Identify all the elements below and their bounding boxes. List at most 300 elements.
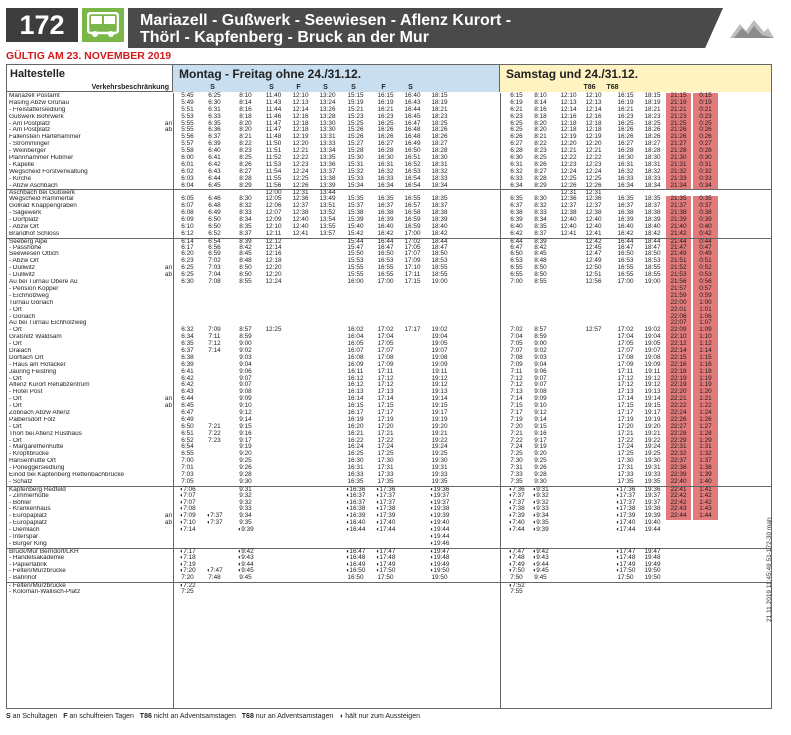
saturday-time: 19:50 <box>644 574 661 582</box>
weekday-time: 7:00 <box>181 457 194 465</box>
weekday-time: 17:05 <box>404 243 421 251</box>
saturday-time: 9:12 <box>534 408 547 416</box>
late-night-time: 22:10 <box>666 334 691 341</box>
weekday-time: 13:28 <box>319 112 336 120</box>
header <box>0 4 791 46</box>
stop-name: - Passhöhe <box>9 244 42 251</box>
late-night-time: 21:35 <box>666 196 691 203</box>
saturday-time: 17:20 <box>617 422 634 430</box>
saturday-time: 16:50 <box>617 250 634 258</box>
late-night-time: 21:26 <box>666 127 691 134</box>
weekday-time: 18:27 <box>431 140 448 148</box>
saturday-time: 9:25 <box>534 457 547 465</box>
weekday-time: 13:33 <box>319 140 336 148</box>
saturday-time: 16:53 <box>617 257 634 265</box>
saturday-time: 7:08 <box>510 353 523 361</box>
weekday-time: 6:46 <box>208 195 221 203</box>
late-night-time: 22:27 <box>666 424 691 431</box>
weekday-time: 7:11 <box>208 333 221 341</box>
weekday-time: 17:07 <box>377 346 394 354</box>
late-night-time: 21:23 <box>666 114 691 121</box>
weekday-time: ◖7:06 <box>179 485 196 493</box>
weekday-time: 12:05 <box>265 195 282 203</box>
saturday-time: 6:32 <box>510 167 523 175</box>
weekday-time: ◖19:38 <box>429 505 450 513</box>
saturday-time: 12:26 <box>585 181 602 189</box>
weekday-time: ◖17:50 <box>375 567 396 575</box>
weekday-time: 16:12 <box>347 381 364 389</box>
weekday-time: 15:55 <box>347 271 364 279</box>
saturday-time: ◖7:52 <box>508 582 525 590</box>
late-night-time: 0:30 <box>693 155 718 162</box>
weekday-time: 7:01 <box>181 464 194 472</box>
weekday-time: 6:54 <box>181 443 194 451</box>
weekday-time: 11:50 <box>265 140 282 148</box>
saturday-time: 6:38 <box>510 209 523 217</box>
weekday-time: 6:45 <box>181 402 194 410</box>
late-night-time: 1:19 <box>693 382 718 389</box>
weekday-time: 15:30 <box>347 154 364 162</box>
weekday-time: 6:39 <box>208 140 221 148</box>
saturday-time: 19:25 <box>644 450 661 458</box>
weekday-time: 16:49 <box>404 140 421 148</box>
saturday-time: 6:34 <box>510 181 523 189</box>
weekday-time: 16:44 <box>377 237 394 245</box>
weekday-time: 6:44 <box>208 174 221 182</box>
weekday-time: 16:53 <box>377 257 394 265</box>
stop-name: Palbersdorf Fölz <box>9 416 56 423</box>
saturday-time: ◖7:49 <box>508 560 525 568</box>
stop-name: - Dullwitz <box>9 265 35 272</box>
weekday-time: 16:55 <box>377 271 394 279</box>
saturday-time: ◖17:39 <box>615 512 636 520</box>
legend-s-key: S <box>6 713 11 720</box>
late-night-time: 1:42 <box>693 500 718 507</box>
weekday-time: 16:48 <box>404 133 421 141</box>
saturday-time: ◖7:47 <box>508 547 525 555</box>
table-row <box>7 183 772 190</box>
weekday-time: 18:44 <box>431 237 448 245</box>
saturday-time: 12:14 <box>585 105 602 113</box>
weekday-time: 15:37 <box>347 202 364 210</box>
weekday-time: 8:14 <box>239 98 252 106</box>
table-header <box>7 65 772 83</box>
weekday-time: 6:35 <box>208 119 221 127</box>
late-night-time: 22:42 <box>666 500 691 507</box>
weekday-time: 13:36 <box>319 160 336 168</box>
weekday-time: 17:33 <box>377 470 394 478</box>
saturday-time: 18:34 <box>644 181 661 189</box>
weekday-time: 17:20 <box>377 422 394 430</box>
late-night-time: 21:38 <box>666 210 691 217</box>
weekday-time: 13:55 <box>319 222 336 230</box>
late-night-time: 0:32 <box>693 169 718 176</box>
weekday-time: ◖9:44 <box>237 560 254 568</box>
saturday-time: 12:31 <box>560 189 577 197</box>
weekday-time: 18:28 <box>431 147 448 155</box>
weekday-time: 8:20 <box>239 119 252 127</box>
late-night-time: 1:10 <box>693 334 718 341</box>
saturday-time: 6:53 <box>510 257 523 265</box>
weekday-time: 7:20 <box>181 574 194 582</box>
weekday-time: 8:42 <box>239 243 252 251</box>
weekday-time: 18:50 <box>431 250 448 258</box>
saturday-time: 18:31 <box>644 160 661 168</box>
table-row <box>7 300 772 307</box>
saturday-time: 7:04 <box>510 333 523 341</box>
weekday-time: 6:52 <box>181 436 194 444</box>
stop-name: - Ort <box>9 341 22 348</box>
weekday-time: 16:04 <box>347 333 364 341</box>
saturday-time: 19:11 <box>644 367 661 375</box>
late-night-time: 22:21 <box>666 396 691 403</box>
saturday-header: Samstag und 24./31.12. <box>500 65 772 83</box>
saturday-time: 18:32 <box>644 167 661 175</box>
saturday-time: 12:23 <box>585 160 602 168</box>
late-night-time: 1:42 <box>693 493 718 500</box>
weekday-time: 16:27 <box>377 140 394 148</box>
weekday-time: 12:40 <box>292 216 309 224</box>
saturday-time: 12:22 <box>560 154 577 162</box>
saturday-time: 12:37 <box>560 202 577 210</box>
saturday-time: 19:38 <box>644 505 661 513</box>
legend-t68-text: nur an Adventsamstagen <box>255 713 334 720</box>
weekday-time: 17:50 <box>377 574 394 582</box>
saturday-time: 12:31 <box>585 189 602 197</box>
saturday-time: 7:30 <box>510 457 523 465</box>
saturday-time: 12:36 <box>585 195 602 203</box>
saturday-time: 17:19 <box>617 415 634 423</box>
weekday-time: ◖17:39 <box>375 512 396 520</box>
weekday-time: 15:39 <box>347 216 364 224</box>
weekday-time: 12:20 <box>292 140 309 148</box>
weekday-time: 12:24 <box>292 167 309 175</box>
saturday-time: 18:26 <box>644 133 661 141</box>
weekday-time: 12:31 <box>292 189 309 197</box>
weekday-time: 18:39 <box>431 216 448 224</box>
weekday-time: 12:38 <box>292 209 309 217</box>
weekday-time: 6:56 <box>208 243 221 251</box>
saturday-time: 19:05 <box>644 340 661 348</box>
weekday-time: 11:55 <box>265 174 282 182</box>
weekday-time: 6:30 <box>181 278 194 286</box>
weekday-time: 16:51 <box>404 154 421 162</box>
saturday-time: 17:12 <box>617 374 634 382</box>
late-night-time: 0:56 <box>693 279 718 286</box>
weekday-time: 17:07 <box>404 250 421 258</box>
weekday-time: 18:53 <box>431 257 448 265</box>
saturday-time: 12:13 <box>560 98 577 106</box>
weekday-time: 12:41 <box>292 229 309 237</box>
weekday-time: 15:50 <box>347 250 364 258</box>
weekday-time: 16:12 <box>347 374 364 382</box>
late-night-time: 22:07 <box>666 320 691 327</box>
table-row <box>7 279 772 286</box>
weekday-time: 11:53 <box>265 160 282 168</box>
saturday-time: 7:00 <box>510 278 523 286</box>
saturday-time: 8:18 <box>534 112 547 120</box>
saturday-time: 9:19 <box>534 443 547 451</box>
validity-notice: GÜLTIG AM 23. NOVEMBER 2019 <box>6 50 172 62</box>
weekday-time: 16:54 <box>404 174 421 182</box>
weekday-time: 16:53 <box>404 167 421 175</box>
weekday-time: 16:44 <box>404 105 421 113</box>
saturday-time: 6:50 <box>510 250 523 258</box>
stop-name: - Am Postplatz <box>9 120 51 127</box>
weekday-time: 18:23 <box>431 112 448 120</box>
saturday-time: 7:19 <box>510 415 523 423</box>
weekday-time: ◖7:08 <box>179 505 196 513</box>
weekday-time: 15:40 <box>347 222 364 230</box>
late-night-time: 0:34 <box>693 183 718 190</box>
late-night-time: 1:43 <box>693 506 718 513</box>
stop-name: Au bei Turnau Obere Au <box>9 279 78 286</box>
late-night-time: 1:28 <box>693 431 718 438</box>
late-night-time: 1:26 <box>693 417 718 424</box>
weekday-time: 19:00 <box>431 278 448 286</box>
stop-name: - Felten/Mürzbrücke <box>9 583 66 590</box>
weekday-time: 11:47 <box>265 126 282 134</box>
weekday-time: 16:26 <box>377 126 394 134</box>
saturday-time: 18:53 <box>644 257 661 265</box>
late-night-time: 21:32 <box>666 169 691 176</box>
saturday-time: 12:18 <box>560 126 577 134</box>
stop-name: Dörflach Ort <box>9 354 44 361</box>
weekday-time: 7:48 <box>208 574 221 582</box>
weekday-time: ◖19:40 <box>429 519 450 527</box>
weekday-time: 19:33 <box>431 470 448 478</box>
weekday-time: 8:48 <box>239 257 252 265</box>
saturday-time: 19:44 <box>644 526 661 534</box>
saturday-time: 19:09 <box>644 360 661 368</box>
weekday-time: 12:20 <box>265 264 282 272</box>
saturday-time: 12:24 <box>560 167 577 175</box>
saturday-time: 18:35 <box>644 195 661 203</box>
saturday-time: 16:26 <box>617 133 634 141</box>
stop-name: Turnau Göriach <box>9 299 54 306</box>
saturday-time: 19:12 <box>644 374 661 382</box>
saturday-time: 19:02 <box>644 326 661 334</box>
weekday-time: 17:02 <box>377 326 394 334</box>
late-night-time: 21:31 <box>666 162 691 169</box>
saturday-time: ◖17:44 <box>615 526 636 534</box>
saturday-time: 19:04 <box>644 333 661 341</box>
weekday-time: ◖7:22 <box>179 582 196 590</box>
weekday-time: 18:38 <box>431 209 448 217</box>
saturday-time: 12:26 <box>560 181 577 189</box>
weekday-restrictions <box>173 83 500 92</box>
saturday-time: 12:40 <box>585 222 602 230</box>
weekday-time: 5:55 <box>181 119 194 127</box>
weekday-time: 16:38 <box>377 209 394 217</box>
weekday-time: 11:43 <box>265 98 282 106</box>
weekday-time: 6:36 <box>208 126 221 134</box>
saturday-time: 18:21 <box>644 105 661 113</box>
saturday-time: 19:14 <box>644 395 661 403</box>
stop-name: - Zimmerhütte <box>9 492 49 499</box>
saturday-time: 6:55 <box>510 264 523 272</box>
weekday-time: 6:09 <box>181 216 194 224</box>
weekday-time: 16:21 <box>377 105 394 113</box>
saturday-time: 18:42 <box>644 229 661 237</box>
late-night-time: 22:22 <box>666 403 691 410</box>
weekday-time: 17:04 <box>377 333 394 341</box>
weekday-time: 8:32 <box>239 202 252 210</box>
saturday-time: 9:14 <box>534 415 547 423</box>
stop-name: - Ort <box>9 437 22 444</box>
saturday-time: 8:59 <box>534 333 547 341</box>
saturday-time: 18:15 <box>644 92 661 99</box>
weekday-time: 7:08 <box>208 278 221 286</box>
weekday-time: ◖19:47 <box>429 547 450 555</box>
weekday-time: 19:20 <box>431 422 448 430</box>
saturday-time: 9:17 <box>534 436 547 444</box>
saturday-time: 9:20 <box>534 450 547 458</box>
stop-name: - Europaplatz <box>9 513 48 520</box>
stop-name: - Kirche <box>9 175 32 182</box>
weekday-time: ◖19:44 <box>429 533 450 540</box>
saturday-time: 8:14 <box>534 98 547 106</box>
saturday-time: ◖9:45 <box>532 567 549 575</box>
weekday-time: ◖17:36 <box>375 485 396 493</box>
stop-name: Plannhammer Hubmer <box>9 155 74 162</box>
late-night-time: 21:39 <box>666 217 691 224</box>
weekday-time: ◖17:47 <box>375 547 396 555</box>
weekday-time: 6:49 <box>208 209 221 217</box>
arrival-departure-marker: an <box>164 512 172 520</box>
weekday-time: 17:21 <box>377 429 394 437</box>
stop-name: - Burger King <box>9 540 47 547</box>
weekday-time: 16:05 <box>347 340 364 348</box>
weekday-time: 19:24 <box>431 443 448 451</box>
weekday-time: 8:20 <box>239 126 252 134</box>
stop-name: Au bei Turnau Eichholzweg <box>9 320 87 327</box>
late-night-time: 1:39 <box>693 472 718 479</box>
saturday-time: 6:44 <box>510 237 523 245</box>
saturday-time: 12:25 <box>585 174 602 182</box>
weekday-time: 18:31 <box>431 160 448 168</box>
arrival-departure-marker: an <box>164 119 172 127</box>
saturday-time: 9:00 <box>534 340 547 348</box>
weekday-time: 6:39 <box>181 360 194 368</box>
saturday-time: 19:13 <box>644 388 661 396</box>
weekday-time: 16:31 <box>347 464 364 472</box>
late-night-time: 22:15 <box>666 355 691 362</box>
weekday-restriction-cell: S <box>269 84 274 91</box>
weekday-time: 6:42 <box>208 160 221 168</box>
stop-name: Aflenz Kurort Rehabzentrum <box>9 382 90 389</box>
stop-name: Einöd bei Kapfenberg Rettenbachbrücke <box>9 471 125 478</box>
weekday-time: 12:07 <box>265 209 282 217</box>
saturday-time: 19:37 <box>644 491 661 499</box>
weekday-time: 6:50 <box>208 216 221 224</box>
saturday-time: 9:04 <box>534 360 547 368</box>
stop-name: Bruck/Mur Berndorf/LKH <box>9 548 79 555</box>
saturday-time: 6:15 <box>510 92 523 99</box>
weekday-time: 9:33 <box>239 505 252 513</box>
table-row <box>7 582 772 589</box>
saturday-time: 19:19 <box>644 415 661 423</box>
table-row <box>7 527 772 534</box>
late-night-time: 0:31 <box>693 162 718 169</box>
arrival-departure-marker: ab <box>164 271 172 279</box>
weekday-time: 16:00 <box>347 278 364 286</box>
weekday-time: 6:50 <box>181 422 194 430</box>
weekday-time: 12:11 <box>265 229 282 237</box>
weekday-time: 11:47 <box>265 119 282 127</box>
saturday-time: 8:25 <box>534 154 547 162</box>
stop-name: - Abzw Aschbach <box>9 182 58 189</box>
weekday-time: 8:21 <box>239 133 252 141</box>
weekday-time: 16:25 <box>377 119 394 127</box>
weekday-time: 12:10 <box>265 222 282 230</box>
saturday-time: 17:50 <box>617 574 634 582</box>
legend-t86-text: nicht an Adventsamstagen <box>153 713 236 720</box>
saturday-time: 18:28 <box>644 147 661 155</box>
weekday-time: 8:37 <box>239 229 252 237</box>
saturday-time: 12:18 <box>560 119 577 127</box>
weekday-time: 17:19 <box>377 415 394 423</box>
saturday-time: 16:21 <box>617 105 634 113</box>
weekday-time: 19:19 <box>431 415 448 423</box>
saturday-time: 12:49 <box>585 257 602 265</box>
weekday-time: 15:21 <box>347 105 364 113</box>
saturday-time: 16:15 <box>617 92 634 99</box>
saturday-time: 18:38 <box>644 209 661 217</box>
weekday-time: 9:10 <box>239 402 252 410</box>
stop-name: - Dorfplatz <box>9 217 39 224</box>
weekday-time: 19:13 <box>431 388 448 396</box>
late-night-time: 22:16 <box>666 362 691 369</box>
late-night-time: 22:19 <box>666 382 691 389</box>
table-row <box>7 314 772 321</box>
saturday-time: 8:45 <box>534 250 547 258</box>
late-night-time: 21:57 <box>666 286 691 293</box>
stop-name: Graßnitz Waldsam <box>9 334 62 341</box>
weekday-time: 17:00 <box>377 278 394 286</box>
saturday-time: 12:38 <box>585 209 602 217</box>
stop-name: - Kröpflbrücke <box>9 451 49 458</box>
stop-name: Gollrad Knappengraben <box>9 203 77 210</box>
late-night-time: 1:22 <box>693 403 718 410</box>
weekday-time: 8:10 <box>239 92 252 99</box>
weekday-time: 13:20 <box>319 92 336 99</box>
late-night-time: 1:32 <box>693 451 718 458</box>
weekday-time: 19:50 <box>431 574 448 582</box>
weekday-time: 17:35 <box>377 477 394 485</box>
weekday-time: ◖16:40 <box>345 519 366 527</box>
late-night-time: 21:26 <box>666 134 691 141</box>
saturday-time: 18:27 <box>644 140 661 148</box>
saturday-time: 6:26 <box>510 133 523 141</box>
stop-name: Wegscheid Forstverwaltung <box>9 168 88 175</box>
weekday-time: 17:02 <box>404 237 421 245</box>
weekday-time: ◖7:19 <box>179 560 196 568</box>
stop-name: Wegscheid Rammertal <box>9 196 74 203</box>
saturday-time: ◖9:35 <box>532 519 549 527</box>
saturday-time: 8:35 <box>534 222 547 230</box>
weekday-time: 19:30 <box>431 457 448 465</box>
saturday-time: 16:55 <box>617 264 634 272</box>
saturday-time: 7:35 <box>510 477 523 485</box>
weekday-time: 16:50 <box>377 250 394 258</box>
stop-name: - Ort <box>9 403 22 410</box>
weekday-time: ◖16:38 <box>345 505 366 513</box>
saturday-time: 12:37 <box>585 202 602 210</box>
weekday-time: 19:07 <box>431 346 448 354</box>
saturday-time: 9:45 <box>534 574 547 582</box>
weekday-time: 9:02 <box>239 346 252 354</box>
